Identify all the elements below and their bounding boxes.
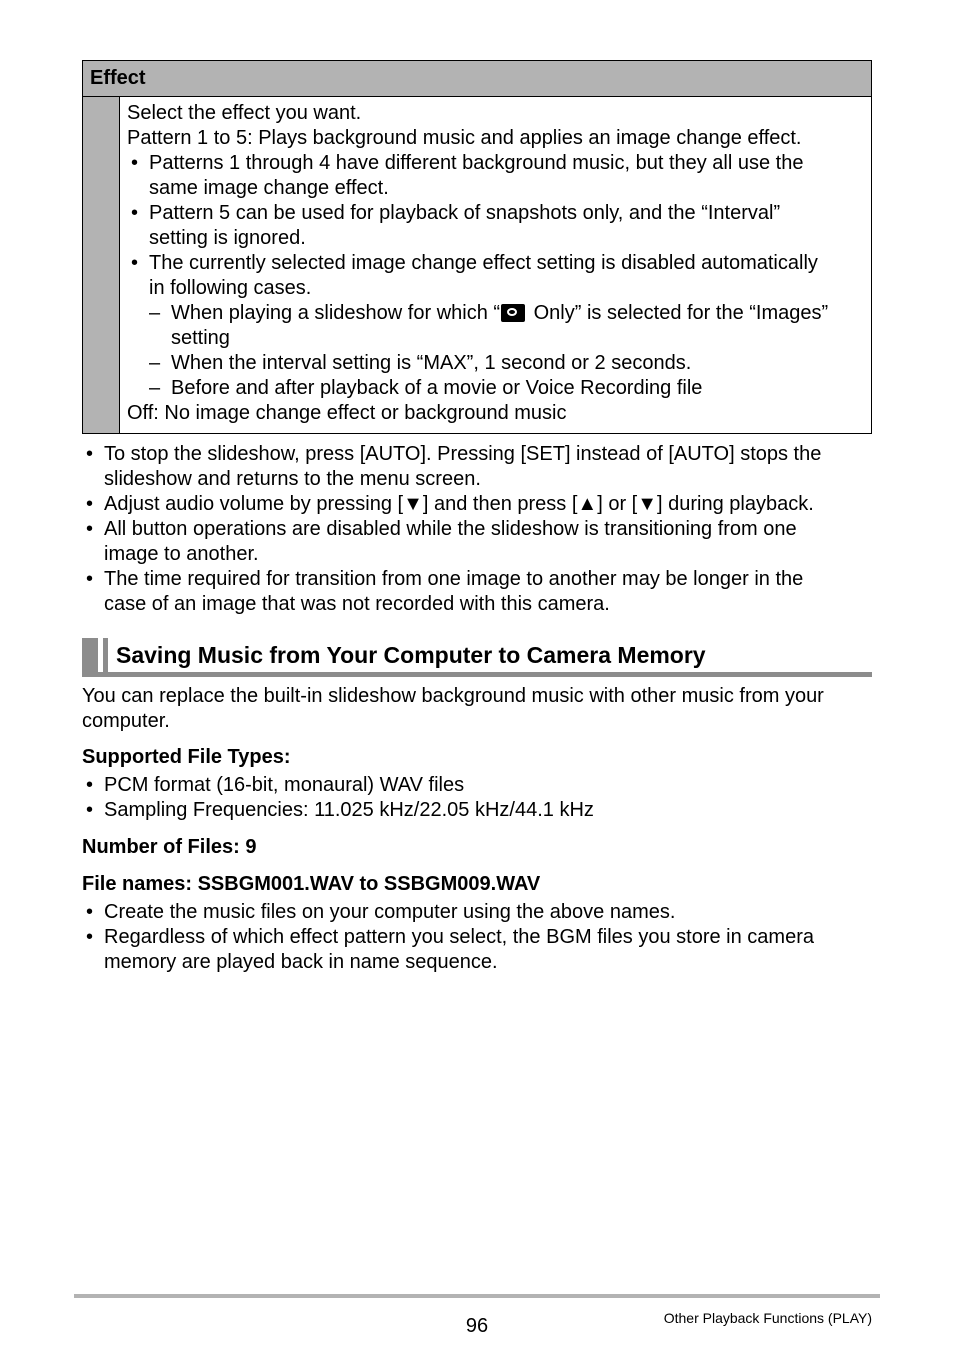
down-arrow-icon: ▼ (637, 493, 658, 515)
slideshow-notes (82, 442, 882, 617)
list-item-cont: memory are played back in name sequence. (104, 951, 498, 973)
effect-bullet-3: • The currently selected image change effect setting is disabled automatically (127, 251, 867, 276)
effect-title: Effect (90, 67, 146, 89)
effect-dash-2: – When the interval setting is “MAX”, 1 second or 2 seconds. (127, 351, 867, 376)
note-stop-slideshow-cont: slideshow and returns to the menu screen. (104, 468, 481, 490)
note-transition-time-cont: case of an image that was not recorded with this camera. (104, 593, 610, 615)
page-number: 96 (465, 1315, 489, 1337)
movie-icon (501, 304, 525, 322)
effect-dash-3: – Before and after playback of a movie or Voice Recording file (127, 376, 867, 401)
effect-dash-1-cont: setting (171, 327, 230, 349)
file-notes-list (82, 900, 882, 975)
list-item: • Create the music files on your computer using the above names. (82, 900, 882, 925)
effect-bullet-2-cont: setting is ignored. (149, 227, 306, 249)
number-of-files: Number of Files: 9 (82, 836, 257, 858)
note-buttons-disabled-cont: image to another. (104, 543, 259, 565)
section-heading (82, 638, 872, 678)
effect-bullet-1-cont: same image change effect. (149, 177, 389, 199)
note-audio-volume: • Adjust audio volume by pressing [▼] and then press [▲] or [▼] during playback. (82, 492, 882, 517)
list-item: • Regardless of which effect pattern you select, the BGM files you store in camera (82, 925, 882, 950)
effect-intro: Select the effect you want. (127, 102, 362, 124)
file-names-heading: File names: SSBGM001.WAV to SSBGM009.WAV (82, 873, 541, 895)
effect-dash-1: – When playing a slideshow for which “ Only” is selected for the “Images” (127, 301, 867, 326)
heading-bar-thin (103, 638, 108, 674)
supported-file-types-list (82, 773, 882, 823)
supported-file-types-heading: Supported File Types: (82, 746, 291, 768)
note-transition-time: • The time required for transition from one image to another may be longer in the (82, 567, 882, 592)
effect-table (82, 60, 872, 434)
note-buttons-disabled: • All button operations are disabled while the slideshow is transitioning from one (82, 517, 882, 542)
effect-table-sidebar (83, 97, 120, 433)
effect-bullet-1: • Patterns 1 through 4 have different background music, but they all use the (127, 151, 867, 176)
footer-rule (74, 1294, 880, 1298)
effect-bullet-3-cont: in following cases. (149, 277, 312, 299)
note-stop-slideshow: • To stop the slideshow, press [AUTO]. Pressing [SET] instead of [AUTO] stops the (82, 442, 882, 467)
up-arrow-icon: ▲ (577, 493, 598, 515)
section-intro: You can replace the built-in slideshow background music with other music from your computer. (82, 685, 824, 732)
heading-bar-icon (82, 638, 98, 674)
footer-section-label: Other Playback Functions (PLAY) (663, 1310, 872, 1326)
list-item: • Sampling Frequencies: 11.025 kHz/22.05 kHz/44.1 kHz (82, 798, 882, 823)
effect-bullet-2: • Pattern 5 can be used for playback of snapshots only, and the “Interval” (127, 201, 867, 226)
effect-pattern-line: Pattern 1 to 5: Plays background music and applies an image change effect. (127, 127, 802, 149)
effect-table-header (83, 61, 871, 97)
list-item: • PCM format (16-bit, monaural) WAV files (82, 773, 882, 798)
down-arrow-icon: ▼ (403, 493, 423, 515)
effect-off-line: Off: No image change effect or background music (127, 402, 567, 424)
heading-underline (82, 672, 872, 677)
effect-description (127, 101, 867, 426)
section-title: Saving Music from Your Computer to Camera Memory (116, 642, 706, 668)
